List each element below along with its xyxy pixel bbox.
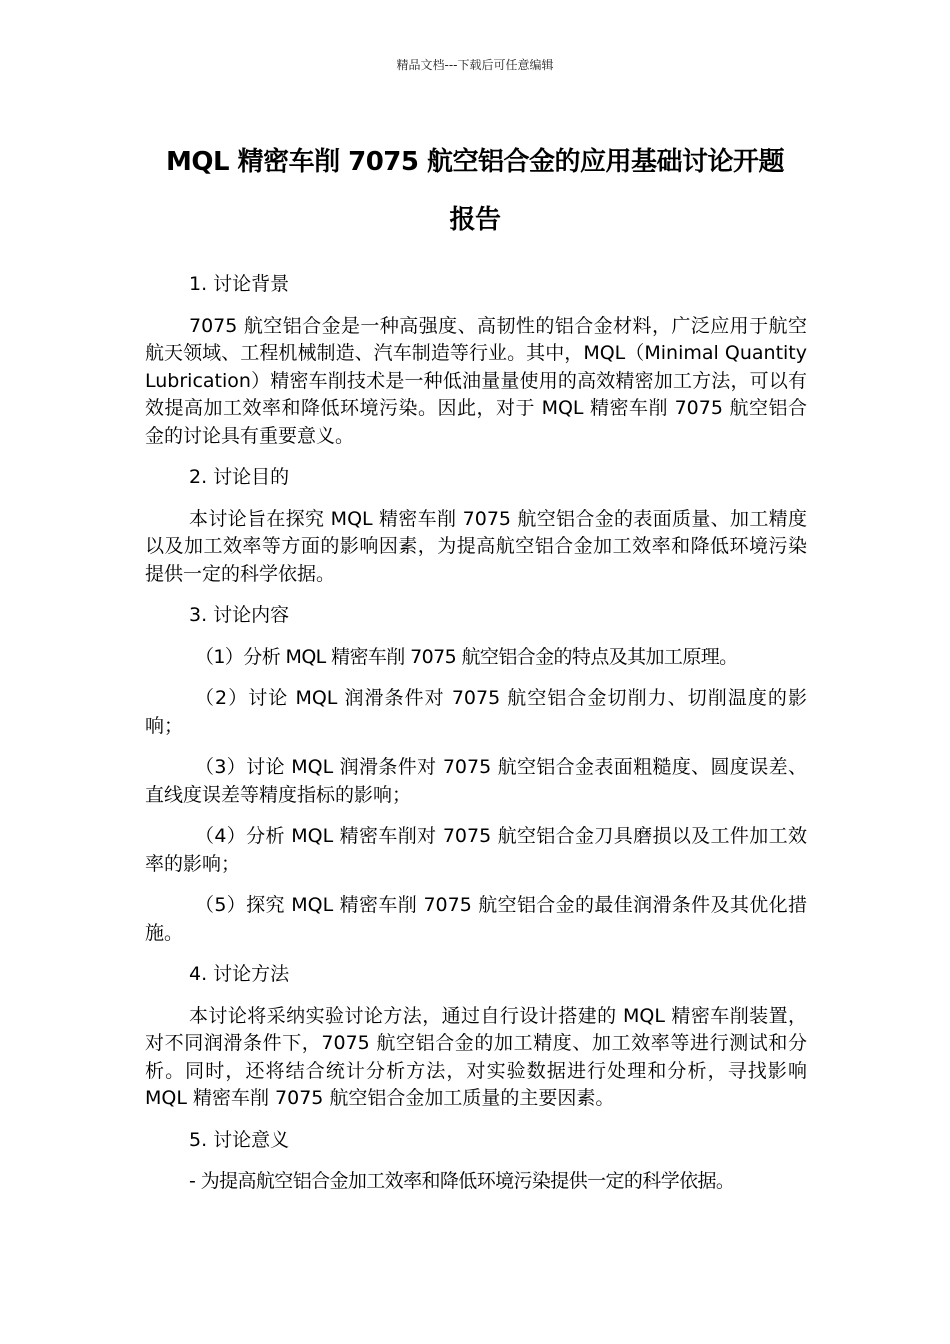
content-item: （3）讨论 MQL 润滑条件对 7075 航空铝合金表面粗糙度、圆度误差、直线度误差等精度指标的影响； bbox=[145, 756, 807, 806]
document-title-line-2: 报告 bbox=[449, 205, 501, 235]
document-body bbox=[145, 271, 807, 1196]
document-title-line-1: MQL 精密车削 7075 航空铝合金的应用基础讨论开题 bbox=[165, 147, 785, 177]
section-heading-purpose: 2. 讨论目的 bbox=[189, 466, 290, 488]
content-item: （4）分析 MQL 精密车削对 7075 航空铝合金刀具磨损以及工件加工效率的影响； bbox=[145, 825, 807, 875]
page-header: 精品文档---下载后可任意编辑 bbox=[396, 58, 554, 72]
method-paragraph: 本讨论将采纳实验讨论方法，通过自行设计搭建的 MQL 精密车削装置，对不同润滑条件下，7075 航空铝合金的加工精度、加工效率等进行测试和分析。同时，还将结合统计分析方法，对实验数据进行处理和分析，寻找影响 MQL 精密车削 7075 航空铝合金加工质量的主要因素。 bbox=[145, 1004, 807, 1109]
purpose-paragraph: 本讨论旨在探究 MQL 精密车削 7075 航空铝合金的表面质量、加工精度以及加工效率等方面的影响因素，为提高航空铝合金加工效率和降低环境污染提供一定的科学依据。 bbox=[145, 507, 807, 585]
content-item: （2）讨论 MQL 润滑条件对 7075 航空铝合金切削力、切削温度的影响； bbox=[145, 687, 807, 737]
section-heading-content: 3. 讨论内容 bbox=[189, 604, 290, 626]
section-heading-significance: 5. 讨论意义 bbox=[189, 1128, 290, 1151]
background-paragraph: 7075 航空铝合金是一种高强度、高韧性的铝合金材料，广泛应用于航空航天领域、工程机械制造、汽车制造等行业。其中，MQL（Minimal Quantity Lubrication）精密车削技术是一种低油量量使用的高效精密加工方法，可以有效提高加工效率和降低环境污染。因此，对于 MQL 精密车削 7075 航空铝合金的讨论具有重要意义。 bbox=[145, 314, 807, 447]
section-heading-background: 1. 讨论背景 bbox=[189, 273, 290, 295]
section-heading-method: 4. 讨论方法 bbox=[189, 963, 290, 985]
significance-bullet: - 为提高航空铝合金加工效率和降低环境污染提供一定的科学依据。 bbox=[189, 1170, 735, 1192]
content-item: （5）探究 MQL 精密车削 7075 航空铝合金的最佳润滑条件及其优化措施。 bbox=[145, 894, 807, 944]
content-item: （1）分析 MQL 精密车削 7075 航空铝合金的特点及其加工原理。 bbox=[195, 645, 738, 668]
document-title bbox=[140, 133, 810, 249]
